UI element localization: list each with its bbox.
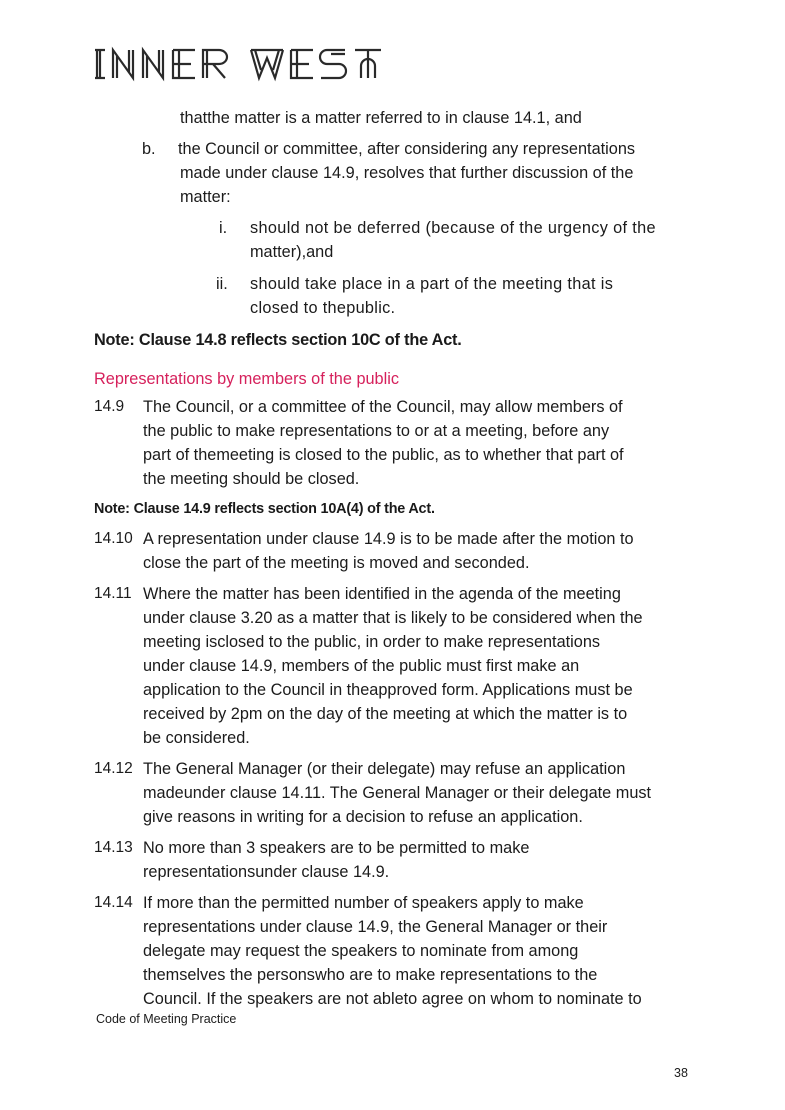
clause-14-13-line-2: representationsunder clause 14.9. [143,863,390,881]
clause-14-9-line-3: part of themeeting is closed to the public, as to whether that part of [143,446,624,464]
subitem-ii-line-1: should take place in a part of the meeting that is [250,275,614,293]
clause-number: 14.13 [94,839,133,856]
clause-14-10-line-1: A representation under clause 14.9 is to be made after the motion to [143,530,634,548]
clause-number: 14.11 [94,585,132,602]
list-marker-ii: ii. [216,275,228,293]
intro-continuation-line: thatthe matter is a matter referred to in clause 14.1, and [180,109,582,127]
note-clause-14-9: Note: Clause 14.9 reflects section 10A(4) of the Act. [94,501,435,517]
clause-14-13-line-1: No more than 3 speakers are to be permitted to make [143,839,530,857]
inner-west-logo [93,44,393,84]
clause-14-9-line-2: the public to make representations to or at a meeting, before any [143,422,610,440]
clause-14-11-line-2: under clause 3.20 as a matter that is likely to be considered when the [143,609,643,627]
clause-14-11-line-7: be considered. [143,729,250,747]
clause-14-10-line-2: close the part of the meeting is moved and seconded. [143,554,530,572]
footer-doc-title: Code of Meeting Practice [96,1012,237,1026]
clause-14-14-line-4: themselves the personswho are to make representations to the [143,966,598,984]
item-b-line-1: the Council or committee, after considering any representations [178,140,636,158]
clause-14-12-line-1: The General Manager (or their delegate) may refuse an application [143,760,626,778]
clause-number: 14.14 [94,894,133,911]
subitem-i-line-2: matter),and [250,243,334,261]
item-b-line-2: made under clause 14.9, resolves that further discussion of the [180,164,634,182]
clause-14-9-line-1: The Council, or a committee of the Council, may allow members of [143,398,623,416]
clause-number: 14.9 [94,398,125,415]
clause-number: 14.10 [94,530,133,547]
list-marker-b: b. [142,140,156,158]
clause-14-9-line-4: the meeting should be closed. [143,470,360,488]
clause-14-12-line-3: give reasons in writing for a decision to refuse an application. [143,808,583,826]
clause-number: 14.12 [94,760,133,777]
clause-14-11-line-1: Where the matter has been identified in the agenda of the meeting [143,585,621,603]
clause-14-14-line-1: If more than the permitted number of speakers apply to make [143,894,584,912]
subitem-ii-line-2: closed to thepublic. [250,299,396,317]
clause-14-11-line-3: meeting isclosed to the public, in order to make representations [143,633,601,651]
list-marker-i: i. [219,219,228,237]
clause-14-11-line-5: application to the Council in theapproved form. Applications must be [143,681,633,699]
clause-14-14-line-3: delegate may request the speakers to nominate from among [143,942,579,960]
clause-14-14-line-2: representations under clause 14.9, the General Manager or their [143,918,608,936]
page-number: 38 [674,1066,688,1080]
note-clause-14-8: Note: Clause 14.8 reflects section 10C of the Act. [94,331,462,349]
clause-14-12-line-2: madeunder clause 14.11. The General Manager or their delegate must [143,784,652,802]
item-b-line-3: matter: [180,188,231,206]
clause-14-14-line-5: Council. If the speakers are not ableto agree on whom to nominate to [143,990,642,1008]
clause-14-11-line-6: received by 2pm on the day of the meeting at which the matter is to [143,705,628,723]
section-heading: Representations by members of the public [94,370,399,388]
clause-14-11-line-4: under clause 14.9, members of the public must first make an [143,657,580,675]
subitem-i-line-1: should not be deferred (because of the urgency of the [250,219,656,237]
